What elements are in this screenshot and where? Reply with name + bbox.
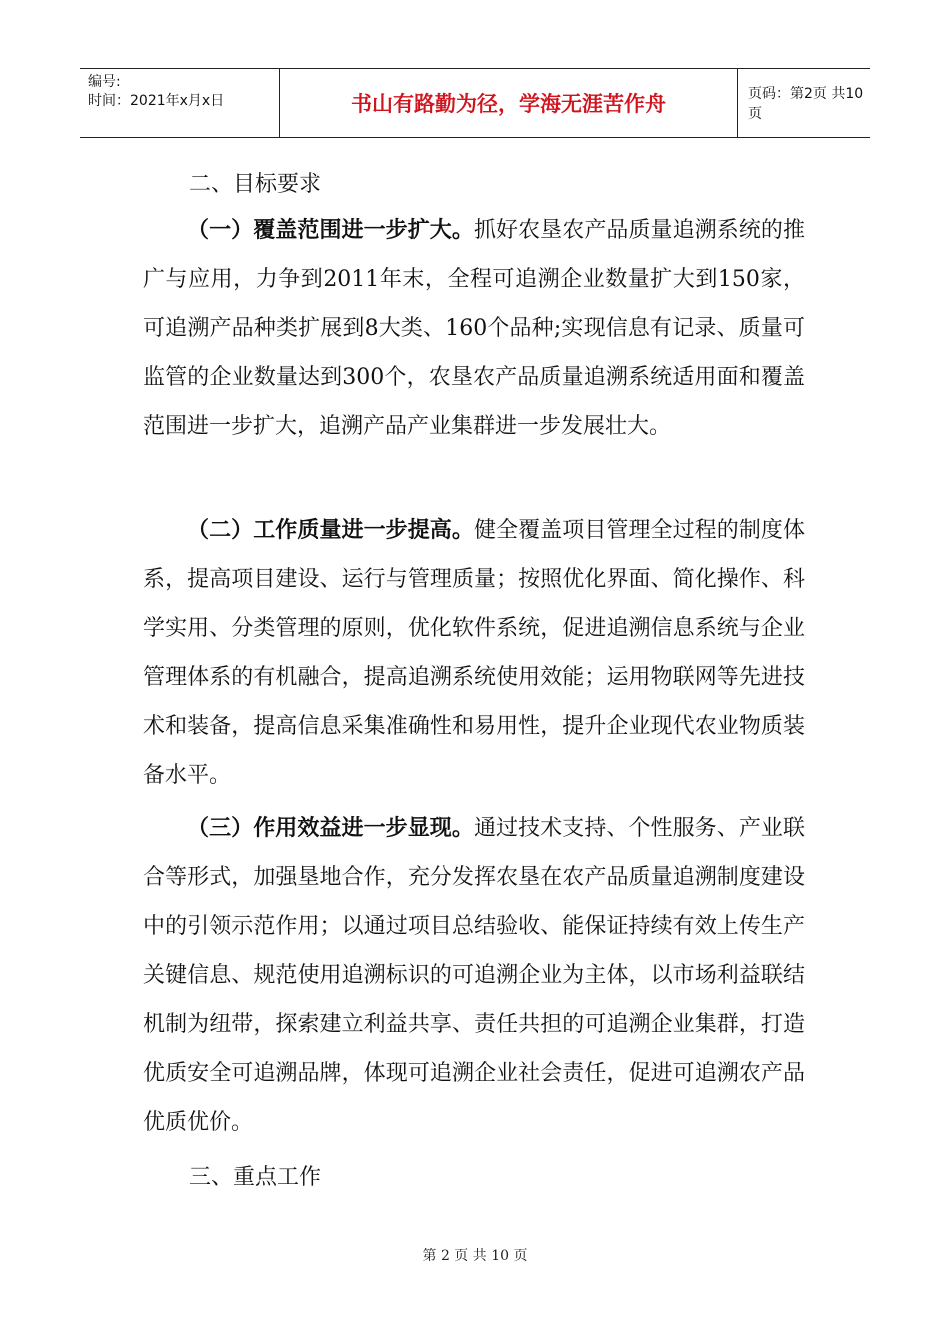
header-meta <box>80 69 280 137</box>
paragraph-text: 抓好农垦农产品质量追溯系统的推广与应用，力争到2011年末，全程可追溯企业数量扩大到150家，可追溯产品种类扩展到8大类、160个品种;实现信息有记录、质量可监管的企业数量达到300个，农垦农产品质量追溯系统适用面和覆盖范围进一步扩大，追溯产品产业集群进一步发展壮大。 <box>143 218 805 439</box>
section-heading-key-work: 三、重点工作 <box>189 1165 322 1190</box>
paragraph-text: 通过技术支持、个性服务、产业联合等形式，加强垦地合作，充分发挥农垦在农产品质量追溯制度建设中的引领示范作用；以通过项目总结验收、能保证持续有效上传生产关键信息、规范使用追溯标识的可追溯企业为主体，以市场利益联结机制为纽带，探索建立利益共享、责任共担的可追溯企业集群，打造优质安全可追溯品牌，体现可追溯企业社会责任，促进可追溯农产品优质优价。 <box>143 816 805 1135</box>
page-footer: 第 2 页 共 10 页 <box>422 1248 528 1264</box>
paragraph-coverage <box>143 206 805 451</box>
paragraph-benefits <box>143 804 805 1147</box>
document-date-label: 时间：2021年x月x日 <box>88 93 225 109</box>
paragraph-quality <box>143 506 805 800</box>
paragraph-lead: （三）作用效益进一步显现。 <box>187 816 474 841</box>
paragraph-text: 健全覆盖项目管理全过程的制度体系，提高项目建设、运行与管理质量；按照优化界面、简化操作、科学实用、分类管理的原则，优化软件系统，促进追溯信息系统与企业管理体系的有机融合，提高追溯系统使用效能；运用物联网等先进技术和装备，提高信息采集准确性和易用性，提升企业现代农业物质装备水平。 <box>143 518 805 788</box>
header-motto: 书山有路勤为径，学海无涯苦作舟 <box>280 69 738 137</box>
header-page-info: 页码：第2页 共10页 <box>748 86 864 122</box>
paragraph-lead: （一）覆盖范围进一步扩大。 <box>187 218 474 243</box>
document-number-label: 编号: <box>88 74 121 90</box>
paragraph-lead: （二）工作质量进一步提高。 <box>187 518 474 543</box>
page-header <box>80 68 870 138</box>
section-heading-goals: 二、目标要求 <box>189 172 322 197</box>
